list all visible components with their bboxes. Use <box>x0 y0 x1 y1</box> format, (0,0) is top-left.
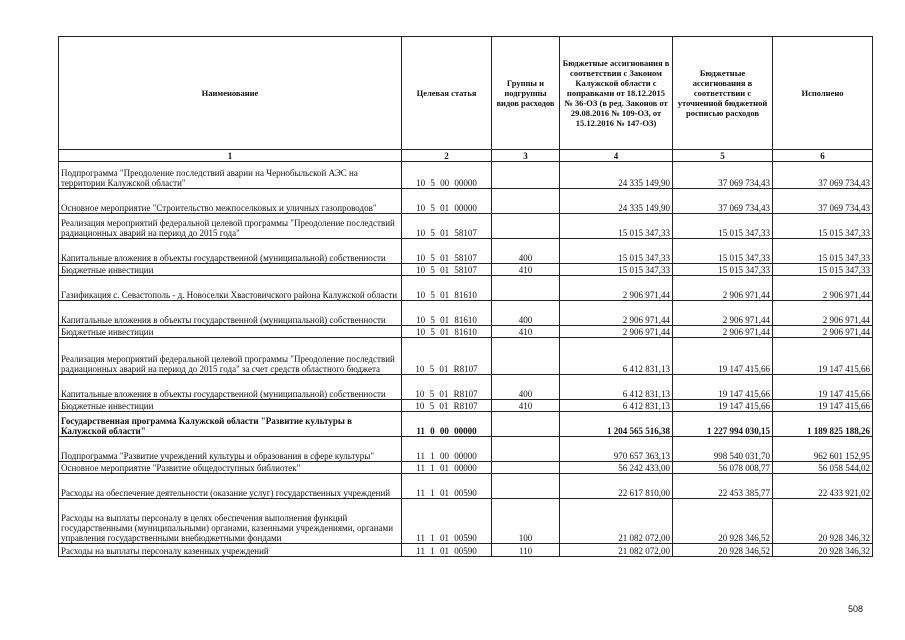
target-article-code: 10 5 01 R8107 <box>402 400 492 412</box>
expense-group-code <box>492 276 560 301</box>
executed-amount: 962 601 152,95 <box>773 437 873 462</box>
executed-amount: 20 928 346,32 <box>773 544 873 557</box>
column-number: 1 <box>59 150 402 162</box>
executed-amount: 19 147 415,66 <box>773 338 873 375</box>
table-row <box>59 338 873 375</box>
law-amount: 2 906 971,44 <box>560 326 673 338</box>
table-row <box>59 162 873 189</box>
refined-amount: 2 906 971,44 <box>673 326 773 338</box>
law-amount: 21 082 072,00 <box>560 544 673 557</box>
row-name: Реализация мероприятий федеральной целевой программы "Преодоление последствий радиационных аварий на период до 2015 года" за счет средств областного бюджета <box>59 338 402 375</box>
target-article-code: 10 5 01 58107 <box>402 264 492 276</box>
expense-group-code: 110 <box>492 544 560 557</box>
executed-amount: 2 906 971,44 <box>773 301 873 326</box>
expense-group-code <box>492 462 560 474</box>
page-number: 508 <box>847 604 863 614</box>
column-numbers-row <box>59 150 873 162</box>
target-article-code: 10 5 01 00000 <box>402 189 492 214</box>
law-amount: 2 906 971,44 <box>560 276 673 301</box>
refined-amount: 2 906 971,44 <box>673 276 773 301</box>
executed-amount: 20 928 346,32 <box>773 499 873 544</box>
refined-amount: 15 015 347,33 <box>673 239 773 264</box>
law-amount: 1 204 565 516,38 <box>560 412 673 437</box>
table-row <box>59 326 873 338</box>
executed-amount: 19 147 415,66 <box>773 400 873 412</box>
expense-group-code: 410 <box>492 326 560 338</box>
target-article-code: 10 5 01 81610 <box>402 326 492 338</box>
expense-group-code <box>492 338 560 375</box>
executed-amount: 56 058 544,02 <box>773 462 873 474</box>
executed-amount: 37 069 734,43 <box>773 189 873 214</box>
column-number: 2 <box>402 150 492 162</box>
expense-group-code: 400 <box>492 301 560 326</box>
expense-group-code <box>492 214 560 239</box>
target-article-code: 10 5 01 R8107 <box>402 338 492 375</box>
law-amount: 6 412 831,13 <box>560 338 673 375</box>
refined-amount: 1 227 994 030,15 <box>673 412 773 437</box>
refined-amount: 37 069 734,43 <box>673 162 773 189</box>
refined-amount: 56 078 008,77 <box>673 462 773 474</box>
target-article-code: 11 1 00 00000 <box>402 437 492 462</box>
table-row <box>59 400 873 412</box>
expense-group-code: 400 <box>492 375 560 400</box>
header-row <box>59 37 873 150</box>
executed-amount: 15 015 347,33 <box>773 214 873 239</box>
refined-amount: 2 906 971,44 <box>673 301 773 326</box>
expense-group-code <box>492 474 560 499</box>
target-article-code: 10 5 00 00000 <box>402 162 492 189</box>
header-executed: Исполнено <box>773 37 873 150</box>
refined-amount: 19 147 415,66 <box>673 400 773 412</box>
refined-amount: 15 015 347,33 <box>673 264 773 276</box>
table-row <box>59 239 873 264</box>
law-amount: 22 617 810,00 <box>560 474 673 499</box>
row-name: Основное мероприятие "Развитие общедоступных библиотек" <box>59 462 402 474</box>
table-row <box>59 437 873 462</box>
header-name: Наименование <box>59 37 402 150</box>
row-name: Капитальные вложения в объекты государственной (муниципальной) собственности <box>59 375 402 400</box>
column-number: 6 <box>773 150 873 162</box>
executed-amount: 2 906 971,44 <box>773 326 873 338</box>
law-amount: 24 335 149,90 <box>560 189 673 214</box>
expense-group-code: 410 <box>492 264 560 276</box>
target-article-code: 11 0 00 00000 <box>402 412 492 437</box>
table-row <box>59 412 873 437</box>
executed-amount: 15 015 347,33 <box>773 264 873 276</box>
refined-amount: 20 928 346,52 <box>673 499 773 544</box>
table-row <box>59 189 873 214</box>
target-article-code: 10 5 01 R8107 <box>402 375 492 400</box>
row-name: Расходы на обеспечение деятельности (оказание услуг) государственных учреждений <box>59 474 402 499</box>
refined-amount: 998 540 031,70 <box>673 437 773 462</box>
law-amount: 6 412 831,13 <box>560 400 673 412</box>
target-article-code: 10 5 01 81610 <box>402 301 492 326</box>
law-amount: 21 082 072,00 <box>560 499 673 544</box>
executed-amount: 19 147 415,66 <box>773 375 873 400</box>
row-name: Подпрограмма "Преодоление последствий аварии на Чернобыльской АЭС на территории Калужской области" <box>59 162 402 189</box>
header-target-article: Целевая статья <box>402 37 492 150</box>
refined-amount: 19 147 415,66 <box>673 338 773 375</box>
refined-amount: 20 928 346,52 <box>673 544 773 557</box>
target-article-code: 10 5 01 58107 <box>402 239 492 264</box>
target-article-code: 11 1 01 00590 <box>402 474 492 499</box>
target-article-code: 11 1 01 00590 <box>402 544 492 557</box>
header-refined-appropriations: Бюджетные ассигнования в соответствии с уточненной бюджетной росписью расходов <box>673 37 773 150</box>
expense-group-code: 410 <box>492 400 560 412</box>
table-row <box>59 214 873 239</box>
table-row <box>59 301 873 326</box>
law-amount: 15 015 347,33 <box>560 214 673 239</box>
expense-group-code: 400 <box>492 239 560 264</box>
executed-amount: 15 015 347,33 <box>773 239 873 264</box>
expense-group-code <box>492 162 560 189</box>
row-name: Бюджетные инвестиции <box>59 326 402 338</box>
row-name: Расходы на выплаты персоналу казенных учреждений <box>59 544 402 557</box>
table-row <box>59 474 873 499</box>
refined-amount: 15 015 347,33 <box>673 214 773 239</box>
table-row <box>59 462 873 474</box>
target-article-code: 10 5 01 81610 <box>402 276 492 301</box>
target-article-code: 11 1 01 00000 <box>402 462 492 474</box>
header-expense-groups: Группы и подгруппы видов расходов <box>492 37 560 150</box>
budget-table <box>58 36 873 557</box>
expense-group-code <box>492 412 560 437</box>
row-name: Подпрограмма "Развитие учреждений культуры и образования в сфере культуры" <box>59 437 402 462</box>
law-amount: 6 412 831,13 <box>560 375 673 400</box>
refined-amount: 37 069 734,43 <box>673 189 773 214</box>
table-row <box>59 276 873 301</box>
column-number: 3 <box>492 150 560 162</box>
executed-amount: 2 906 971,44 <box>773 276 873 301</box>
row-name: Расходы на выплаты персоналу в целях обеспечения выполнения функций государственными (муниципальными) органами, казенными учреждениями, органами управления государственными внебюджетными фондами <box>59 499 402 544</box>
expense-group-code: 100 <box>492 499 560 544</box>
table-row <box>59 544 873 557</box>
row-name: Газификация с. Севастополь - д. Новоселки Хвастовичского района Калужской области <box>59 276 402 301</box>
executed-amount: 22 433 921,02 <box>773 474 873 499</box>
header-law-appropriations: Бюджетные ассигнования в соответствии с Законом Калужской области с поправками от 18.12.2015 № 36-ОЗ (в ред. Законов от 29.08.2016 № 109-ОЗ, от 15.12.2016 № 147-ОЗ) <box>560 37 673 150</box>
law-amount: 2 906 971,44 <box>560 301 673 326</box>
column-number: 4 <box>560 150 673 162</box>
law-amount: 24 335 149,90 <box>560 162 673 189</box>
row-name: Бюджетные инвестиции <box>59 400 402 412</box>
refined-amount: 19 147 415,66 <box>673 375 773 400</box>
executed-amount: 1 189 825 188,26 <box>773 412 873 437</box>
table-row <box>59 264 873 276</box>
law-amount: 15 015 347,33 <box>560 239 673 264</box>
law-amount: 56 242 433,00 <box>560 462 673 474</box>
column-number: 5 <box>673 150 773 162</box>
law-amount: 15 015 347,33 <box>560 264 673 276</box>
target-article-code: 11 1 01 00590 <box>402 499 492 544</box>
row-name: Бюджетные инвестиции <box>59 264 402 276</box>
target-article-code: 10 5 01 58107 <box>402 214 492 239</box>
row-name: Капитальные вложения в объекты государственной (муниципальной) собственности <box>59 301 402 326</box>
law-amount: 970 657 363,13 <box>560 437 673 462</box>
table-row <box>59 375 873 400</box>
row-name: Реализация мероприятий федеральной целевой программы "Преодоление последствий радиационных аварий на период до 2015 года" <box>59 214 402 239</box>
executed-amount: 37 069 734,43 <box>773 162 873 189</box>
row-name: Государственная программа Калужской области "Развитие культуры в Калужской области" <box>59 412 402 437</box>
row-name: Основное мероприятие "Строительство межпоселковых и уличных газопроводов" <box>59 189 402 214</box>
row-name: Капитальные вложения в объекты государственной (муниципальной) собственности <box>59 239 402 264</box>
expense-group-code <box>492 437 560 462</box>
refined-amount: 22 453 385,77 <box>673 474 773 499</box>
expense-group-code <box>492 189 560 214</box>
table-row <box>59 499 873 544</box>
